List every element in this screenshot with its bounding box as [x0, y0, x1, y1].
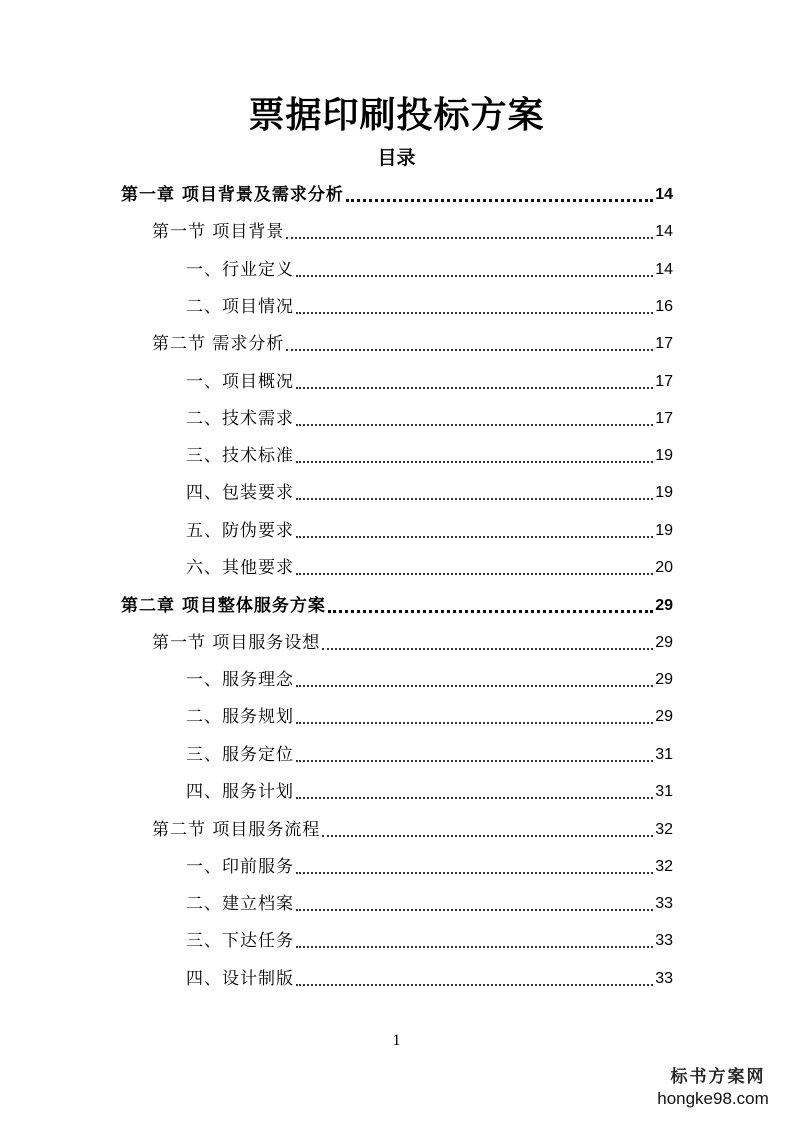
toc-leader-dots: [296, 684, 653, 687]
toc-entry-text: 一、项目概况: [186, 372, 294, 392]
toc-entry-text: 第二章 项目整体服务方案: [121, 596, 326, 616]
toc-entry-subsection[interactable]: [186, 737, 673, 767]
toc-entry-section[interactable]: [152, 625, 673, 655]
toc-entry-section[interactable]: [152, 214, 673, 244]
toc-entry-page: 16: [655, 298, 673, 315]
toc-entry-page: 14: [655, 223, 673, 240]
toc-entry-text: 六、其他要求: [186, 558, 294, 578]
toc-entry-subsection[interactable]: [186, 699, 673, 729]
toc-entry-text: 第一章 项目背景及需求分析: [121, 185, 344, 205]
toc-entry-text: 四、服务计划: [186, 782, 294, 802]
toc-entry-chapter-2[interactable]: [121, 588, 673, 618]
toc-entry-subsection[interactable]: [186, 401, 673, 431]
watermark-text: 标书方案网: [670, 1067, 766, 1087]
toc-entry-subsection[interactable]: [186, 438, 673, 468]
toc-entry-text: 三、服务定位: [186, 745, 294, 765]
toc-entry-text: 第二节 需求分析: [152, 334, 285, 354]
toc-leader-dots: [296, 572, 653, 575]
toc-leader-dots: [296, 871, 653, 874]
toc-entry-page: 17: [655, 335, 673, 352]
toc-entry-page: 32: [655, 858, 673, 875]
toc-leader-dots: [346, 198, 653, 202]
toc-entry-subsection[interactable]: [186, 886, 673, 916]
toc-entry-subsection[interactable]: [186, 662, 673, 692]
page-number: 1: [392, 1032, 401, 1049]
toc-entry-text: 第二节 项目服务流程: [152, 820, 321, 840]
watermark-logo: [648, 1066, 788, 1118]
toc-entry-subsection[interactable]: [186, 550, 673, 580]
toc-leader-dots: [296, 460, 653, 463]
toc-entry-page: 29: [655, 597, 673, 614]
toc-entry-page: 32: [655, 821, 673, 838]
toc-entry-page: 17: [655, 373, 673, 390]
toc-entry-text: 二、项目情况: [186, 297, 294, 317]
toc-entry-text: 二、建立档案: [186, 894, 294, 914]
toc-entry-text: 一、印前服务: [186, 857, 294, 877]
toc-entry-text: 三、技术标准: [186, 446, 294, 466]
toc-leader-dots: [296, 908, 653, 911]
toc-entry-text: 四、设计制版: [186, 969, 294, 989]
toc-entry-page: 29: [655, 634, 673, 651]
toc-leader-dots: [286, 348, 653, 351]
toc-entry-text: 一、行业定义: [186, 260, 294, 280]
toc-leader-dots: [296, 274, 653, 277]
toc-entry-page: 20: [655, 559, 673, 576]
toc-leader-dots: [296, 796, 653, 799]
toc-leader-dots: [296, 311, 653, 314]
toc-entry-page: 14: [655, 261, 673, 278]
toc-entry-chapter-1[interactable]: [121, 177, 673, 207]
toc-entry-subsection[interactable]: [186, 513, 673, 543]
toc-leader-dots: [322, 647, 653, 650]
toc-entry-text: 三、下达任务: [186, 931, 294, 951]
toc-leader-dots: [296, 759, 653, 762]
toc-entry-page: 29: [655, 671, 673, 688]
toc-leader-dots: [322, 834, 653, 837]
toc-entry-text: 第一节 项目背景: [152, 222, 285, 242]
watermark-url: hongke98.com: [657, 1089, 769, 1108]
toc-entry-page: 33: [655, 932, 673, 949]
toc-entry-page: 19: [655, 484, 673, 501]
toc-entry-page: 33: [655, 895, 673, 912]
toc-entry-subsection[interactable]: [186, 475, 673, 505]
toc-leader-dots: [296, 721, 653, 724]
toc-entry-section[interactable]: [152, 812, 673, 842]
toc-leader-dots: [296, 983, 653, 986]
toc-entry-subsection[interactable]: [186, 774, 673, 804]
toc-entry-subsection[interactable]: [186, 289, 673, 319]
document-title: 票据印刷投标方案: [248, 95, 545, 136]
toc-entry-subsection[interactable]: [186, 252, 673, 282]
toc-leader-dots: [286, 236, 653, 239]
toc-entry-page: 31: [655, 746, 673, 763]
toc-entry-text: 一、服务理念: [186, 670, 294, 690]
toc-entry-text: 第一节 项目服务设想: [152, 633, 321, 653]
toc-leader-dots: [296, 386, 653, 389]
toc-entry-section[interactable]: [152, 326, 673, 356]
toc-entry-page: 33: [655, 970, 673, 987]
toc-entry-text: 二、服务规划: [186, 707, 294, 727]
toc-leader-dots: [296, 945, 653, 948]
toc-entry-page: 19: [655, 447, 673, 464]
toc-entry-subsection[interactable]: [186, 364, 673, 394]
toc-entry-page: 17: [655, 410, 673, 427]
toc-entry-page: 19: [655, 522, 673, 539]
toc-entry-subsection[interactable]: [186, 849, 673, 879]
toc-entry-subsection[interactable]: [186, 923, 673, 953]
toc-entry-text: 二、技术需求: [186, 409, 294, 429]
toc-leader-dots: [296, 535, 653, 538]
toc-entry-text: 四、包装要求: [186, 483, 294, 503]
toc-leader-dots: [296, 423, 653, 426]
toc-entry-page: 14: [655, 186, 673, 203]
toc-leader-dots: [328, 609, 653, 613]
toc-entry-page: 29: [655, 708, 673, 725]
toc-leader-dots: [296, 497, 653, 500]
toc-entry-page: 31: [655, 783, 673, 800]
toc-entry-text: 五、防伪要求: [186, 521, 294, 541]
toc-heading: 目录: [377, 147, 416, 169]
toc-entry-subsection[interactable]: [186, 961, 673, 991]
